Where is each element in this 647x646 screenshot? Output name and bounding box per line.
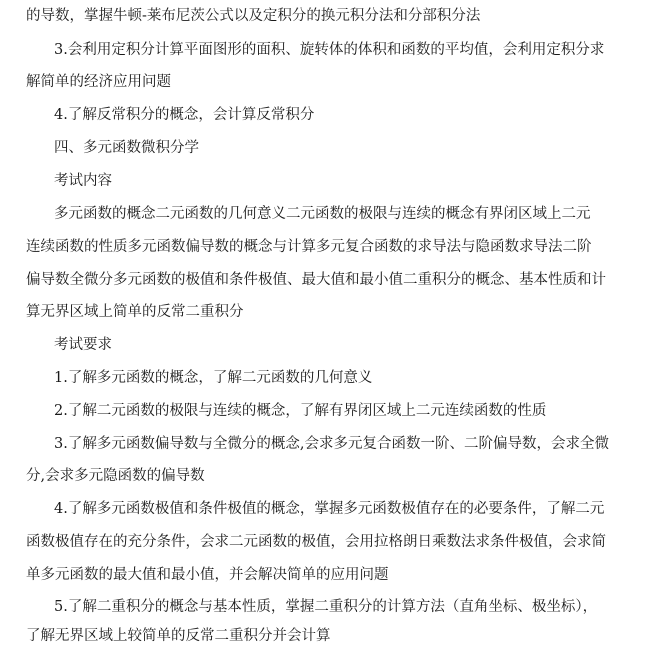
paragraph-line: 函数极值存在的充分条件，会求二元函数的极值，会用拉格朗日乘数法求条件极值，会求简: [26, 534, 606, 550]
section-heading: 四、多元函数微积分学: [54, 140, 199, 156]
paragraph-line: 3.了解多元函数偏导数与全微分的概念,会求多元复合函数一阶、二阶偏导数，会求全微: [54, 436, 609, 452]
paragraph-line: 单多元函数的最大值和最小值，并会解决简单的应用问题: [26, 567, 389, 583]
paragraph-line: 3.会利用定积分计算平面图形的面积、旋转体的体积和函数的平均值，会利用定积分求: [54, 42, 605, 58]
paragraph-line: 算无界区域上简单的反常二重积分: [26, 304, 244, 320]
paragraph-line: 5.了解二重积分的概念与基本性质，掌握二重积分的计算方法（直角坐标、极坐标），: [54, 599, 598, 615]
paragraph-line: 连续函数的性质多元函数偏导数的概念与计算多元复合函数的求导法与隐函数求导法二阶: [26, 239, 592, 255]
paragraph-line: 分,会求多元隐函数的偏导数: [26, 468, 205, 484]
paragraph-line: 2.了解二元函数的极限与连续的概念，了解有界闭区域上二元连续函数的性质: [54, 403, 547, 419]
paragraph-line: 的导数，掌握牛顿-莱布尼茨公式以及定积分的换元积分法和分部积分法: [26, 8, 481, 24]
subheading: 考试要求: [54, 337, 112, 353]
paragraph-line: 解简单的经济应用问题: [26, 74, 171, 90]
paragraph-line: 多元函数的概念二元函数的几何意义二元函数的极限与连续的概念有界闭区域上二元: [54, 206, 591, 222]
paragraph-line: 4.了解反常积分的概念，会计算反常积分: [54, 107, 315, 123]
paragraph-line: 1.了解多元函数的概念，了解二元函数的几何意义: [54, 370, 373, 386]
paragraph-line: 了解无界区域上较简单的反常二重积分并会计算: [26, 628, 331, 644]
paragraph-line: 4.了解多元函数极值和条件极值的概念，掌握多元函数极值存在的必要条件，了解二元: [54, 501, 605, 517]
paragraph-line: 偏导数全微分多元函数的极值和条件极值、最大值和最小值二重积分的概念、基本性质和计: [26, 272, 606, 288]
subheading: 考试内容: [54, 173, 112, 189]
